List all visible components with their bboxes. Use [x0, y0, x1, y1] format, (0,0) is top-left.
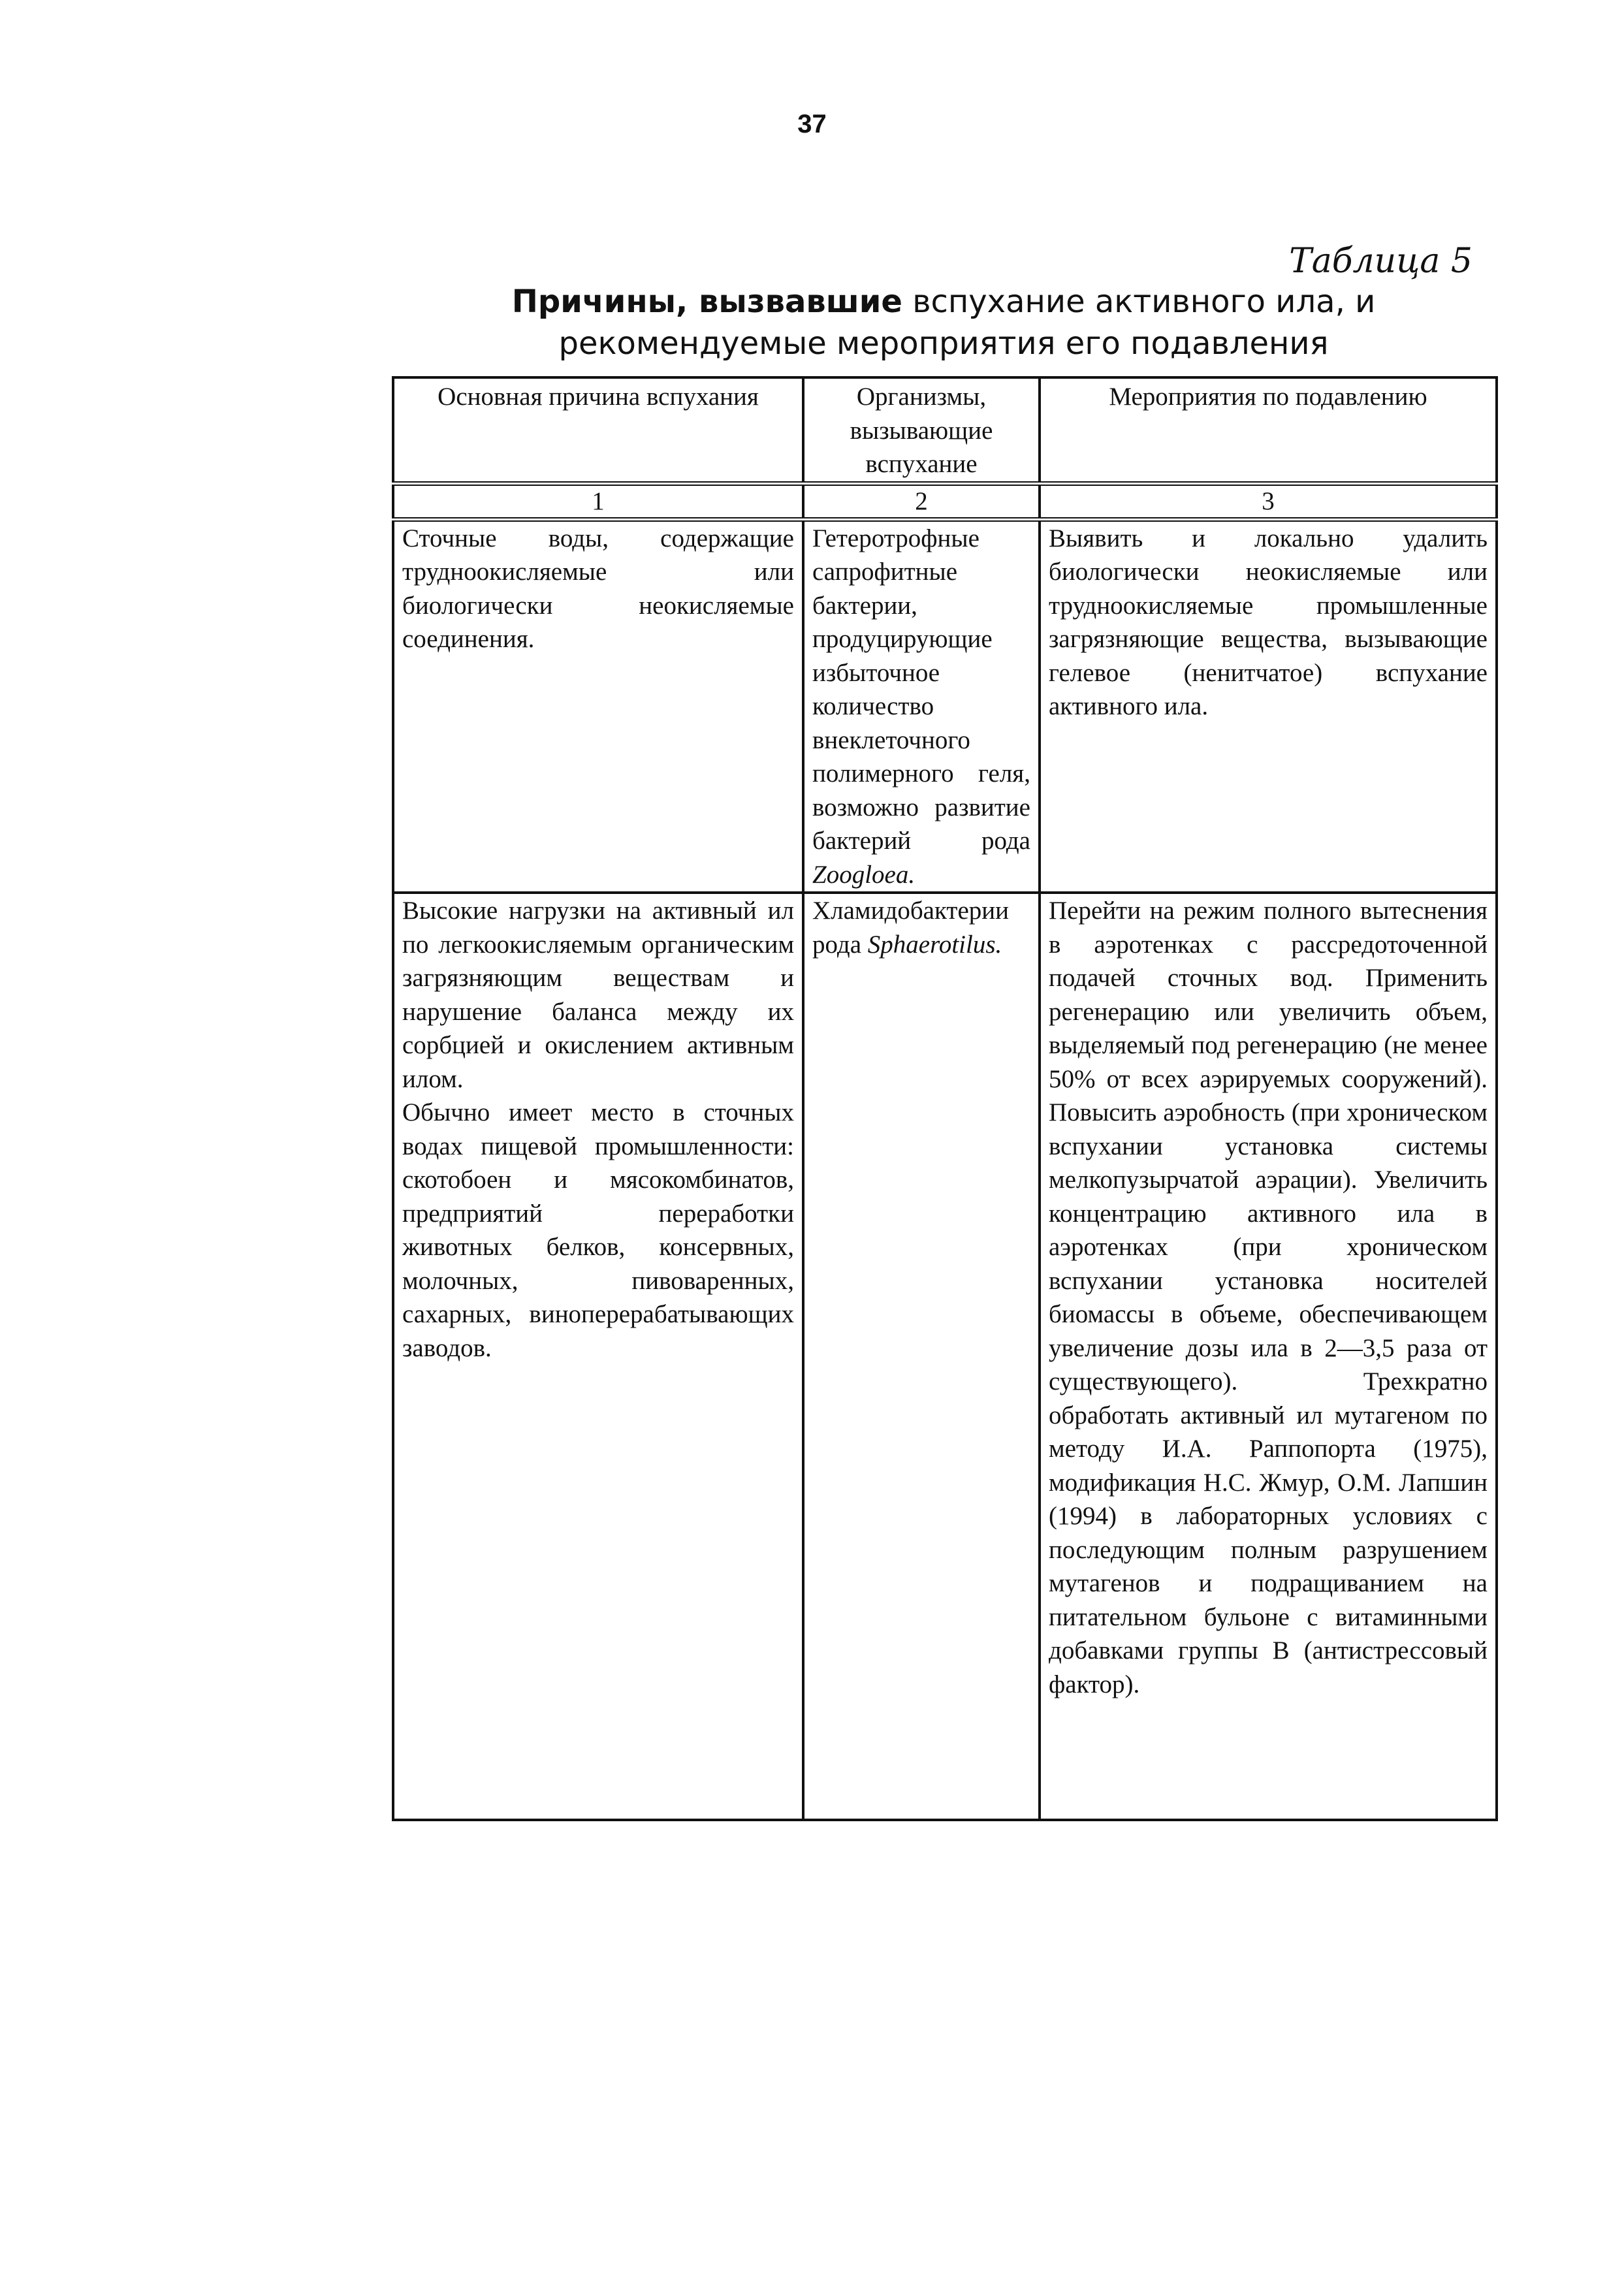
column-number-2: 2: [803, 483, 1040, 519]
organisms-cell: [803, 519, 1040, 893]
causes-table: [392, 376, 1498, 1821]
cause-cell: [393, 519, 803, 893]
table-header-row: [393, 377, 1497, 483]
cause-text: Сточные воды, содержащие трудноокисляемые или биологически неокисляемые соединения.: [402, 524, 794, 653]
header-cause: Основная причина вспухания: [393, 377, 803, 483]
organisms-genus: Sphaerotilus.: [867, 930, 1002, 959]
table-title: [392, 281, 1495, 364]
cause-text: Высокие нагрузки на активный ил по легкоокисляемым органическим загрязняющим веществам и нарушение баланса между их сорбцией и окислением активным илом.: [402, 897, 794, 1093]
measures-text: Выявить и локально удалить биологически неокисляемые или трудноокисляемые промышленные загрязняющие вещества, вызывающие гелевое (ненитчатое) вспухание активного ила.: [1049, 524, 1488, 720]
table-row: [393, 519, 1497, 893]
column-number-1: 1: [393, 483, 803, 519]
organisms-text: [812, 522, 1030, 892]
header-organisms: Организмы, вызывающие вспухание: [803, 377, 1040, 483]
header-measures: Мероприятия по подавлению: [1040, 377, 1497, 483]
organisms-text: [812, 894, 1030, 961]
measures-text: Перейти на режим полного вытеснения в аэротенках с рассредоточенной подачей сточных вод. Применить регенерацию или увеличить объем, выделяемый под регенерацию (не менее 50% от всех аэрируемых сооружений). Повысить аэробность (при хроническом вспухании установка системы мелкопузырчатой аэрации). Увеличить концентрацию активного ила в аэротенках (при хроническом вспухании установка носителей биомассы в объеме, обеспечивающем увеличение дозы ила в 2—3,5 раза от существующего). Трехкратно обработать активный ил мутагеном по методу И.А. Раппопорта (1975), модификация Н.С. Жмур, О.М. Лапшин (1994) в лабораторных условиях с последующим полным разрушением мутагенов и подращиванием на питательном бульоне с витаминными добавками группы В (антистрессовый фактор).: [1049, 897, 1488, 1698]
table-label: Таблица 5: [1289, 242, 1473, 281]
table-title-rest: вспухание активного ила, и рекомендуемые мероприятия его подавления: [558, 283, 1376, 362]
page-number: 37: [797, 110, 827, 138]
cause-cell: [393, 893, 803, 1820]
organisms-description: Гетеротрофные сапрофитные бактерии, продуцирующие избыточное количество внеклеточного полимерного геля, возможно развитие бактерий рода: [812, 524, 1030, 855]
column-number-3: 3: [1040, 483, 1497, 519]
table-title-bold: Причины, вызвавшие: [511, 283, 902, 320]
measures-cell: [1040, 519, 1497, 893]
organisms-genus: Zoogloea.: [812, 860, 915, 889]
organisms-description: Хламидобактерии рода: [812, 897, 1010, 959]
table-row: [393, 893, 1497, 1820]
column-number-row: [393, 483, 1497, 519]
cause-note: Обычно имеет место в сточных водах пищевой промышленности: скотобоен и мясокомбинатов, предприятий переработки животных белков, консервных, молочных, пивоваренных, сахарных, винoперерабатывающих заводов.: [402, 1098, 794, 1362]
measures-cell: [1040, 893, 1497, 1820]
organisms-cell: [803, 893, 1040, 1820]
